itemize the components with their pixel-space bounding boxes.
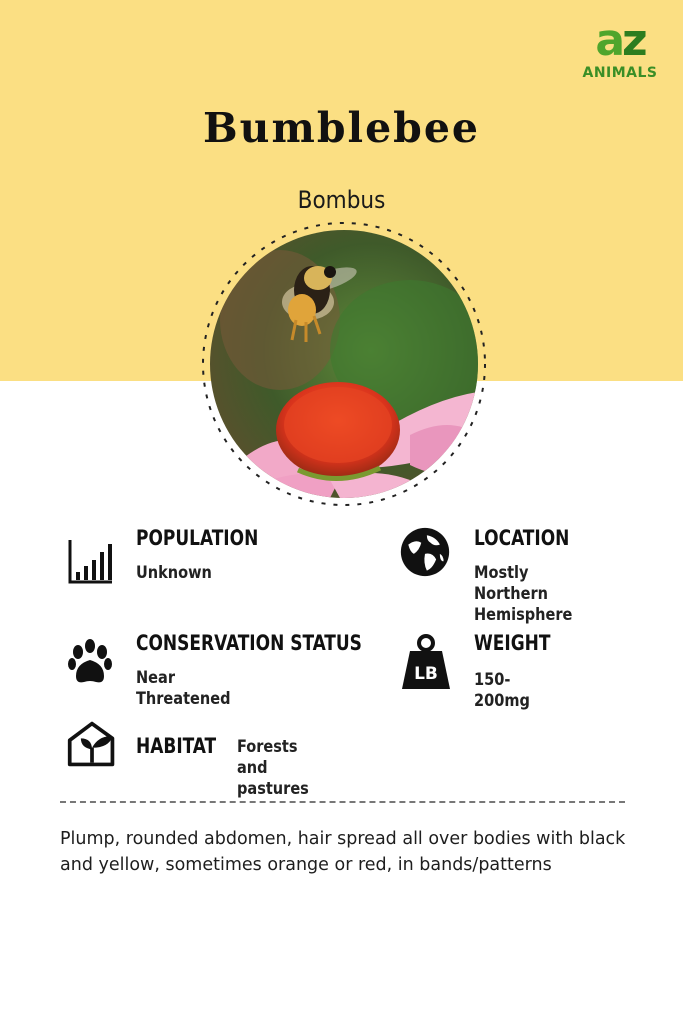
- bee-on-flower-illustration: [210, 230, 478, 498]
- scientific-name: Bombus: [297, 186, 386, 214]
- weight-value: 150-200mg: [474, 670, 530, 711]
- animal-name: Bumblebee: [202, 104, 480, 152]
- globe-icon: [399, 526, 451, 578]
- paw-icon: [64, 636, 116, 688]
- logo-wordmark: ANIMALS: [582, 65, 658, 81]
- az-animals-logo[interactable]: [576, 15, 664, 88]
- location-value-line2: Hemisphere: [474, 605, 573, 625]
- population-label: POPULATION: [136, 526, 259, 550]
- population-value: Unknown: [136, 563, 212, 583]
- habitat-label: HABITAT: [136, 734, 217, 758]
- svg-text:LB: LB: [414, 664, 438, 684]
- bar-chart-icon: [64, 536, 116, 588]
- conservation-value: Near Threatened: [136, 668, 231, 709]
- house-plant-icon: [66, 718, 118, 770]
- location-value-line1: Mostly Northern: [474, 563, 548, 604]
- bumblebee-photo: [210, 230, 478, 498]
- weight-label: WEIGHT: [474, 631, 551, 655]
- logo-mark: az: [595, 15, 645, 66]
- conservation-label: CONSERVATION STATUS: [136, 631, 362, 655]
- location-value: [474, 563, 572, 626]
- section-divider: [60, 801, 625, 803]
- weight-icon: [398, 633, 454, 691]
- habitat-value: Forests and pastures: [237, 737, 309, 799]
- animal-photo: [193, 220, 493, 520]
- location-label: LOCATION: [474, 526, 570, 550]
- description-text: Plump, rounded abdomen, hair spread all over bodies with black and yellow, sometimes orange or red, in bands/patterns: [60, 829, 626, 875]
